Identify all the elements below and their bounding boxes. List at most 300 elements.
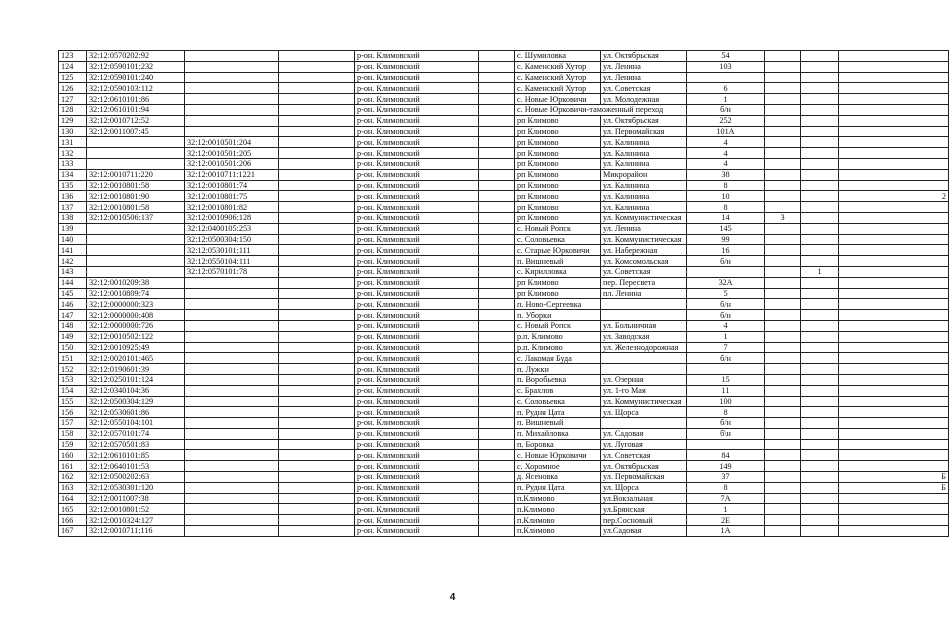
- cell-x2: [801, 428, 839, 439]
- cell-x1: [765, 148, 801, 159]
- cell-street: пер.Сосновый: [601, 515, 687, 526]
- cell-settlement: рп Климово: [515, 277, 601, 288]
- cell-house: 14: [687, 212, 765, 223]
- cell-num: 156: [59, 407, 87, 418]
- cell-street: ул.Вокзальная: [601, 493, 687, 504]
- table-row: [59, 180, 949, 191]
- cell-house: 7А: [687, 493, 765, 504]
- cell-house: 103: [687, 61, 765, 72]
- cell-x3: [839, 61, 949, 72]
- cell-x3: [839, 72, 949, 83]
- cell-col-4: [279, 331, 355, 342]
- cell-cadastral-2: [185, 461, 279, 472]
- cell-col-6: [479, 212, 515, 223]
- cell-x2: [801, 482, 839, 493]
- table-row: [59, 374, 949, 385]
- cell-house: б/н: [687, 299, 765, 310]
- table-row: [59, 493, 949, 504]
- table-row: [59, 407, 949, 418]
- cell-house: 145: [687, 223, 765, 234]
- cell-house: [687, 266, 765, 277]
- cell-settlement: п. Рудня Цата: [515, 482, 601, 493]
- cell-district: р-он. Климовский: [355, 212, 479, 223]
- cell-x1: [765, 364, 801, 375]
- cell-col-6: [479, 299, 515, 310]
- table-row: [59, 396, 949, 407]
- table-row: [59, 104, 949, 115]
- cell-x1: [765, 94, 801, 105]
- cell-house: 7: [687, 342, 765, 353]
- cell-col-4: [279, 493, 355, 504]
- cell-settlement: р.п. Климово: [515, 342, 601, 353]
- cell-settlement: п. Уборки: [515, 310, 601, 321]
- cell-settlement: п. Боровка: [515, 439, 601, 450]
- cell-settlement: р.п. Климово: [515, 331, 601, 342]
- cell-col-6: [479, 342, 515, 353]
- cell-street: ул. Калинина: [601, 202, 687, 213]
- cell-cadastral-2: [185, 331, 279, 342]
- cell-district: р-он. Климовский: [355, 256, 479, 267]
- cell-x1: [765, 51, 801, 62]
- cell-num: 141: [59, 245, 87, 256]
- cell-x1: [765, 461, 801, 472]
- cell-num: 139: [59, 223, 87, 234]
- cell-x1: [765, 202, 801, 213]
- cell-cadastral-1: 32:12:0340104:36: [87, 385, 185, 396]
- cell-district: р-он. Климовский: [355, 126, 479, 137]
- cell-house: б\н: [687, 428, 765, 439]
- cell-cadastral-2: [185, 72, 279, 83]
- cell-cadastral-1: 32:12:0000000:408: [87, 310, 185, 321]
- cell-house: 16: [687, 245, 765, 256]
- cell-num: 142: [59, 256, 87, 267]
- cell-x3: [839, 439, 949, 450]
- table-row: [59, 331, 949, 342]
- cell-street: ул. Щорса: [601, 482, 687, 493]
- cell-col-6: [479, 353, 515, 364]
- cell-x2: [801, 202, 839, 213]
- cell-cadastral-2: [185, 504, 279, 515]
- cell-col-4: [279, 364, 355, 375]
- cell-num: 126: [59, 83, 87, 94]
- cell-cadastral-1: 32:12:0590101:240: [87, 72, 185, 83]
- cell-col-6: [479, 364, 515, 375]
- cell-col-4: [279, 385, 355, 396]
- table-row: [59, 428, 949, 439]
- cell-col-4: [279, 428, 355, 439]
- cell-cadastral-1: 32:12:0530301:120: [87, 482, 185, 493]
- cell-cadastral-2: [185, 493, 279, 504]
- cell-x1: [765, 61, 801, 72]
- registry-table: [58, 50, 949, 537]
- cell-x1: [765, 72, 801, 83]
- cell-house: 149: [687, 461, 765, 472]
- cell-settlement: с. Новые Юрковичи-таможенный переход: [515, 104, 687, 115]
- cell-street: ул. Заводская: [601, 331, 687, 342]
- cell-x1: [765, 504, 801, 515]
- table-row: [59, 148, 949, 159]
- cell-num: 150: [59, 342, 87, 353]
- cell-num: 125: [59, 72, 87, 83]
- cell-num: 140: [59, 234, 87, 245]
- cell-district: р-он. Климовский: [355, 223, 479, 234]
- cell-x1: [765, 407, 801, 418]
- cell-house: [687, 72, 765, 83]
- cell-col-4: [279, 526, 355, 537]
- cell-col-6: [479, 169, 515, 180]
- cell-house: 1: [687, 331, 765, 342]
- cell-cadastral-1: 32:12:0010801:90: [87, 191, 185, 202]
- cell-x3: [839, 245, 949, 256]
- cell-settlement: рп Климово: [515, 169, 601, 180]
- cell-district: р-он. Климовский: [355, 515, 479, 526]
- cell-house: б/н: [687, 353, 765, 364]
- cell-cadastral-1: 32:12:0010502:122: [87, 331, 185, 342]
- cell-district: р-он. Климовский: [355, 461, 479, 472]
- cell-num: 143: [59, 266, 87, 277]
- cell-settlement: д. Ясеновка: [515, 472, 601, 483]
- cell-col-4: [279, 472, 355, 483]
- cell-x1: [765, 104, 801, 115]
- cell-settlement: с. Новый Ропск: [515, 223, 601, 234]
- table-row: [59, 342, 949, 353]
- page-number: 4: [449, 592, 456, 603]
- cell-district: р-он. Климовский: [355, 374, 479, 385]
- cell-col-6: [479, 461, 515, 472]
- cell-x3: [839, 310, 949, 321]
- cell-x2: [801, 418, 839, 429]
- cell-col-6: [479, 202, 515, 213]
- cell-col-6: [479, 266, 515, 277]
- cell-street: ул. Ленина: [601, 61, 687, 72]
- cell-col-6: [479, 158, 515, 169]
- table-row: [59, 72, 949, 83]
- cell-x2: [801, 461, 839, 472]
- cell-num: 164: [59, 493, 87, 504]
- cell-cadastral-1: 32:12:0010809:74: [87, 288, 185, 299]
- cell-cadastral-2: [185, 288, 279, 299]
- cell-x1: [765, 342, 801, 353]
- cell-district: р-он. Климовский: [355, 299, 479, 310]
- cell-cadastral-1: 32:12:0010506:137: [87, 212, 185, 223]
- cell-x2: [801, 115, 839, 126]
- cell-house: 4: [687, 148, 765, 159]
- cell-district: р-он. Климовский: [355, 277, 479, 288]
- cell-x3: [839, 493, 949, 504]
- cell-house: 252: [687, 115, 765, 126]
- cell-x3: [839, 83, 949, 94]
- cell-street: [601, 364, 687, 375]
- cell-col-4: [279, 374, 355, 385]
- cell-x1: [765, 277, 801, 288]
- cell-cadastral-2: [185, 277, 279, 288]
- cell-street: ул. Первомайская: [601, 472, 687, 483]
- cell-house: 8: [687, 180, 765, 191]
- cell-x3: [839, 202, 949, 213]
- cell-cadastral-2: 32:12:0010501:204: [185, 137, 279, 148]
- cell-col-4: [279, 158, 355, 169]
- cell-x3: [839, 137, 949, 148]
- table-row: [59, 277, 949, 288]
- cell-col-6: [479, 223, 515, 234]
- table-row: [59, 515, 949, 526]
- cell-street: ул. Озерная: [601, 374, 687, 385]
- cell-district: р-он. Климовский: [355, 72, 479, 83]
- cell-x1: [765, 439, 801, 450]
- cell-num: 144: [59, 277, 87, 288]
- cell-settlement: с. Брахлов: [515, 385, 601, 396]
- cell-num: 123: [59, 51, 87, 62]
- cell-x2: [801, 212, 839, 223]
- cell-cadastral-2: [185, 515, 279, 526]
- cell-num: 155: [59, 396, 87, 407]
- cell-x2: 1: [801, 266, 839, 277]
- cell-settlement: п. Ново-Сергеевка: [515, 299, 601, 310]
- cell-x1: [765, 310, 801, 321]
- cell-col-6: [479, 418, 515, 429]
- cell-cadastral-2: [185, 450, 279, 461]
- cell-num: 134: [59, 169, 87, 180]
- cell-settlement: с. Новые Юрковичи: [515, 450, 601, 461]
- cell-settlement: с. Соловьевка: [515, 234, 601, 245]
- cell-house: 4: [687, 137, 765, 148]
- cell-cadastral-2: [185, 407, 279, 418]
- cell-x1: [765, 234, 801, 245]
- cell-num: 130: [59, 126, 87, 137]
- cell-cadastral-1: 32:12:0000000:726: [87, 320, 185, 331]
- cell-cadastral-2: [185, 61, 279, 72]
- cell-house: 1: [687, 94, 765, 105]
- cell-num: 124: [59, 61, 87, 72]
- table-row: [59, 385, 949, 396]
- table-row: [59, 256, 949, 267]
- cell-cadastral-1: 32:12:0011007:45: [87, 126, 185, 137]
- cell-house: 99: [687, 234, 765, 245]
- table-row: [59, 223, 949, 234]
- cell-street: ул. Коммунистическая: [601, 396, 687, 407]
- cell-x3: Б: [839, 482, 949, 493]
- cell-cadastral-2: 32:12:0570101:78: [185, 266, 279, 277]
- cell-cadastral-1: 32:12:0550104:101: [87, 418, 185, 429]
- cell-col-6: [479, 310, 515, 321]
- cell-street: ул. Октябрьская: [601, 51, 687, 62]
- cell-settlement: рп Климово: [515, 288, 601, 299]
- cell-district: р-он. Климовский: [355, 310, 479, 321]
- table-row: [59, 310, 949, 321]
- cell-cadastral-2: 32:12:0010501:206: [185, 158, 279, 169]
- cell-settlement: рп Климово: [515, 126, 601, 137]
- cell-house: 37: [687, 472, 765, 483]
- cell-col-4: [279, 94, 355, 105]
- cell-district: р-он. Климовский: [355, 396, 479, 407]
- cell-col-6: [479, 396, 515, 407]
- cell-col-6: [479, 515, 515, 526]
- cell-x2: [801, 299, 839, 310]
- cell-x3: [839, 51, 949, 62]
- cell-cadastral-2: [185, 472, 279, 483]
- cell-col-6: [479, 104, 515, 115]
- table-row: [59, 461, 949, 472]
- cell-cadastral-1: 32:12:0011007:38: [87, 493, 185, 504]
- cell-col-6: [479, 526, 515, 537]
- cell-district: р-он. Климовский: [355, 234, 479, 245]
- cell-col-4: [279, 137, 355, 148]
- cell-settlement: рп Климово: [515, 191, 601, 202]
- cell-x2: [801, 288, 839, 299]
- table-row: [59, 299, 949, 310]
- cell-street: ул. Больничная: [601, 320, 687, 331]
- cell-col-4: [279, 51, 355, 62]
- cell-settlement: рп Климово: [515, 148, 601, 159]
- cell-district: р-он. Климовский: [355, 331, 479, 342]
- cell-district: р-он. Климовский: [355, 439, 479, 450]
- cell-x3: [839, 266, 949, 277]
- cell-x2: [801, 234, 839, 245]
- cell-house: 5: [687, 288, 765, 299]
- cell-col-4: [279, 418, 355, 429]
- cell-x1: [765, 126, 801, 137]
- cell-street: ул. Калинина: [601, 180, 687, 191]
- cell-house: б/н: [687, 418, 765, 429]
- cell-house: 10: [687, 191, 765, 202]
- cell-house: 8: [687, 407, 765, 418]
- cell-x2: [801, 191, 839, 202]
- table-row: [59, 126, 949, 137]
- cell-cadastral-1: 32:12:0010801:58: [87, 180, 185, 191]
- cell-x3: [839, 148, 949, 159]
- cell-district: р-он. Климовский: [355, 148, 479, 159]
- cell-house: 15: [687, 374, 765, 385]
- cell-x1: [765, 180, 801, 191]
- cell-house: 4: [687, 320, 765, 331]
- cell-cadastral-2: [185, 83, 279, 94]
- cell-cadastral-2: [185, 482, 279, 493]
- cell-settlement: рп Климово: [515, 137, 601, 148]
- registry-rows: [59, 51, 949, 537]
- cell-house: 1: [687, 504, 765, 515]
- cell-district: р-он. Климовский: [355, 428, 479, 439]
- cell-house: 100: [687, 396, 765, 407]
- cell-col-4: [279, 202, 355, 213]
- cell-x1: [765, 493, 801, 504]
- cell-x2: [801, 396, 839, 407]
- cell-col-6: [479, 493, 515, 504]
- cell-x3: [839, 169, 949, 180]
- cell-settlement: с. Новые Юрковичи: [515, 94, 601, 105]
- cell-num: 149: [59, 331, 87, 342]
- cell-x2: [801, 126, 839, 137]
- cell-x2: [801, 320, 839, 331]
- cell-cadastral-1: 32:12:0570202:92: [87, 51, 185, 62]
- cell-col-6: [479, 245, 515, 256]
- cell-x3: [839, 526, 949, 537]
- cell-cadastral-2: [185, 385, 279, 396]
- cell-cadastral-2: [185, 94, 279, 105]
- cell-col-4: [279, 407, 355, 418]
- cell-num: 145: [59, 288, 87, 299]
- cell-settlement: п.Климово: [515, 493, 601, 504]
- cell-x2: [801, 51, 839, 62]
- cell-cadastral-1: 32:12:0020101:465: [87, 353, 185, 364]
- cell-num: 133: [59, 158, 87, 169]
- cell-x3: [839, 180, 949, 191]
- cell-street: [601, 299, 687, 310]
- table-row: [59, 51, 949, 62]
- cell-street: ул. Октябрьская: [601, 115, 687, 126]
- cell-num: 132: [59, 148, 87, 159]
- cell-district: р-он. Климовский: [355, 482, 479, 493]
- cell-col-4: [279, 148, 355, 159]
- cell-cadastral-1: [87, 234, 185, 245]
- cell-col-6: [479, 148, 515, 159]
- cell-x2: [801, 148, 839, 159]
- cell-x2: [801, 450, 839, 461]
- cell-cadastral-1: [87, 223, 185, 234]
- cell-x3: [839, 353, 949, 364]
- cell-house: б/н: [687, 310, 765, 321]
- cell-x3: [839, 515, 949, 526]
- cell-col-4: [279, 342, 355, 353]
- cell-x3: [839, 450, 949, 461]
- cell-x2: [801, 158, 839, 169]
- cell-num: 159: [59, 439, 87, 450]
- cell-district: р-он. Климовский: [355, 320, 479, 331]
- cell-col-4: [279, 482, 355, 493]
- cell-x3: [839, 461, 949, 472]
- cell-col-6: [479, 51, 515, 62]
- cell-cadastral-2: [185, 115, 279, 126]
- cell-x2: [801, 169, 839, 180]
- cell-street: ул. 1-го Мая: [601, 385, 687, 396]
- cell-num: 138: [59, 212, 87, 223]
- cell-settlement: с. Шумиловка: [515, 51, 601, 62]
- cell-settlement: рп Климово: [515, 115, 601, 126]
- cell-cadastral-1: 32:12:0610101:94: [87, 104, 185, 115]
- cell-x3: [839, 364, 949, 375]
- table-row: [59, 137, 949, 148]
- cell-x1: [765, 191, 801, 202]
- cell-col-6: [479, 126, 515, 137]
- cell-x1: [765, 385, 801, 396]
- cell-street: ул.Садовая: [601, 526, 687, 537]
- cell-street: ул. Советская: [601, 83, 687, 94]
- cell-settlement: с. Старые Юрковичи: [515, 245, 601, 256]
- cell-cadastral-2: [185, 342, 279, 353]
- cell-col-4: [279, 256, 355, 267]
- table-row: [59, 320, 949, 331]
- cell-settlement: с. Каменский Хутор: [515, 72, 601, 83]
- cell-cadastral-1: 32:12:0010711:116: [87, 526, 185, 537]
- cell-street: ул. Октябрьская: [601, 461, 687, 472]
- cell-x2: [801, 342, 839, 353]
- cell-cadastral-1: [87, 158, 185, 169]
- cell-x1: [765, 223, 801, 234]
- table-row: [59, 245, 949, 256]
- cell-settlement: рп Климово: [515, 212, 601, 223]
- cell-x2: [801, 515, 839, 526]
- cell-x1: [765, 428, 801, 439]
- cell-num: 135: [59, 180, 87, 191]
- cell-district: р-он. Климовский: [355, 493, 479, 504]
- cell-col-4: [279, 461, 355, 472]
- cell-x1: [765, 266, 801, 277]
- cell-district: р-он. Климовский: [355, 104, 479, 115]
- cell-x1: [765, 115, 801, 126]
- cell-cadastral-1: 32:12:0500202:63: [87, 472, 185, 483]
- cell-num: 129: [59, 115, 87, 126]
- cell-cadastral-2: 32:12:0010801:82: [185, 202, 279, 213]
- cell-settlement: с. Хоромное: [515, 461, 601, 472]
